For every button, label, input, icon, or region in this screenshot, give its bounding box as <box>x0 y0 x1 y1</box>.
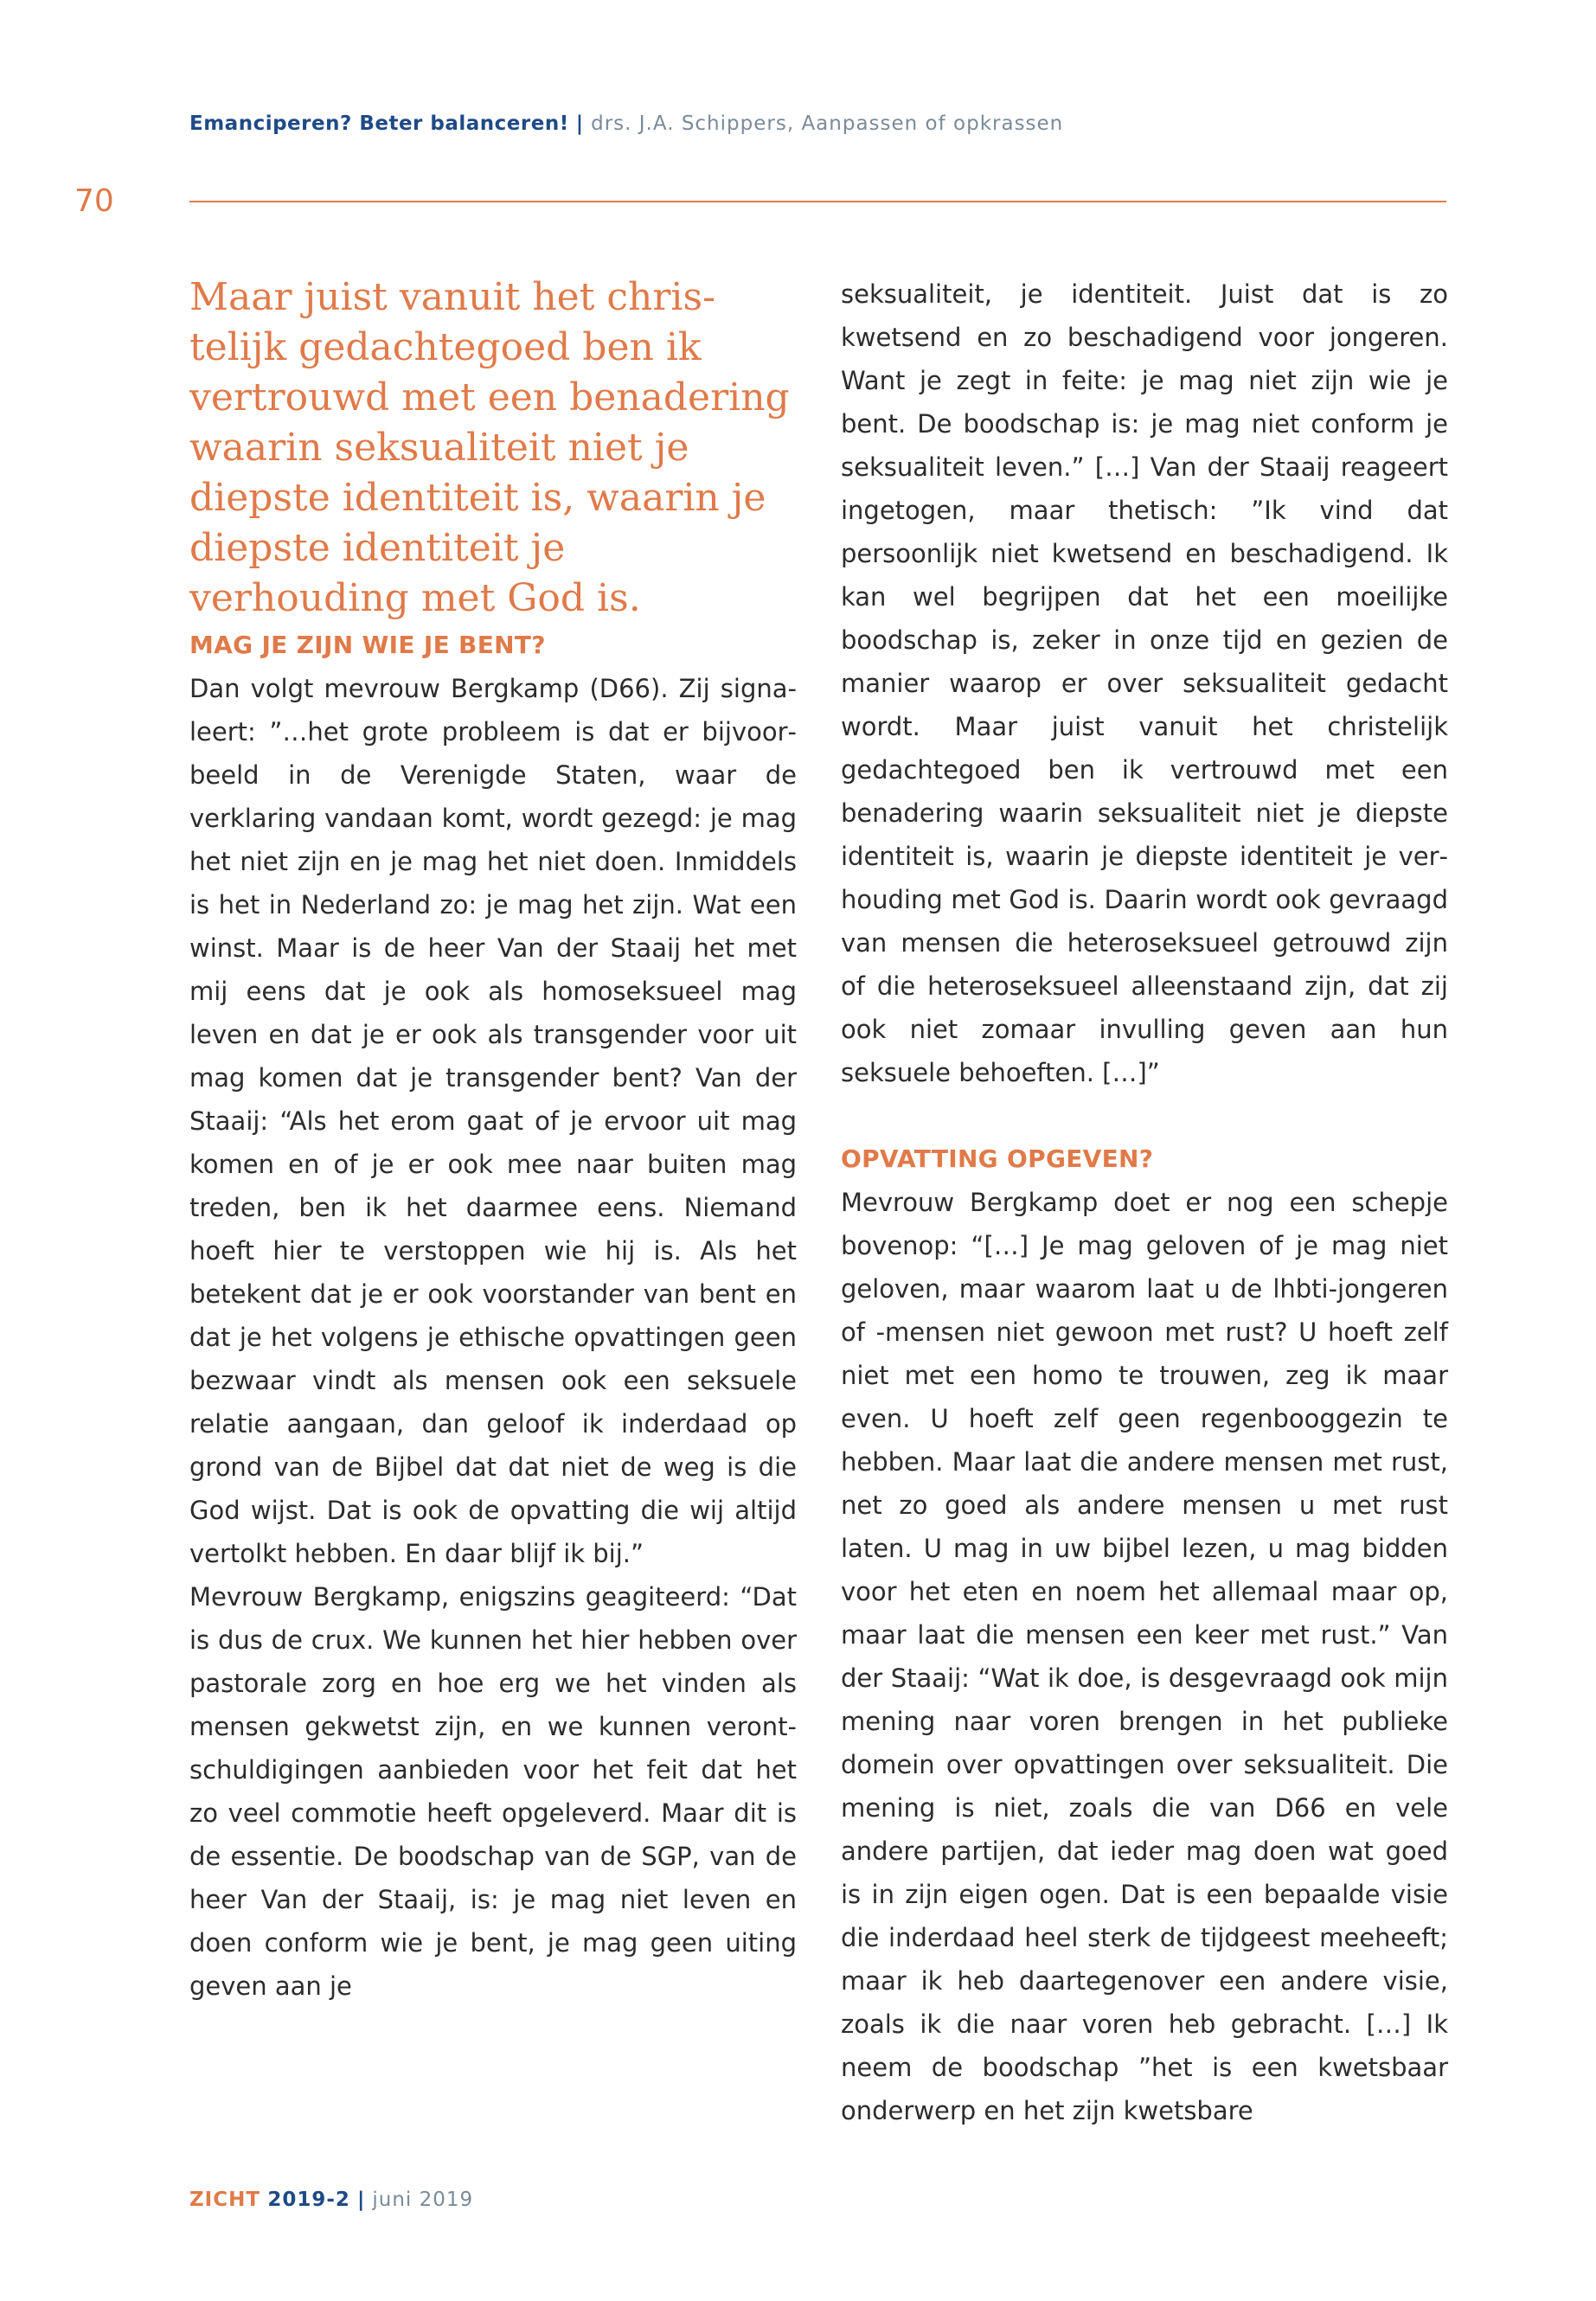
right-column <box>841 272 1448 2132</box>
header-rule <box>189 201 1446 202</box>
series-title: Emanciperen? Beter balanceren! <box>189 112 569 135</box>
footer <box>189 2189 473 2211</box>
pull-quote: Maar juist vanuit het christelijk gedachtegoed ben ik vertrouwd met een benadering waarin seksualiteit niet je diepste identiteit is, waarin je diepste identiteit je verhouding met God is. <box>189 275 790 620</box>
issue-date: juni 2019 <box>372 2189 474 2211</box>
issue-number: 2019-2 <box>267 2189 350 2211</box>
header-separator: | <box>575 112 585 135</box>
section-heading-opvatting-opgeven: OPVATTING OPGEVEN? <box>841 1144 1154 1173</box>
body-paragraph: Dan volgt mevrouw Bergkamp (D66). Zij signaleert: ”…het grote probleem is dat er bijvoorbeeld in de Verenigde Staten, waar de verklaring vandaan komt, wordt gezegd: je mag het niet zijn en je mag het niet doen. Inmiddels is het in Nederland zo: je mag het zijn. Wat een winst. Maar is de heer Van der Staaij het met mij eens dat je ook als homoseksueel mag leven en dat je er ook als transgender voor uit mag komen dat je transgender bent? Van der Staaij: “Als het erom gaat of je ervoor uit mag komen en of je er ook mee naar buiten mag treden, ben ik het daarmee eens. Niemand hoeft hier te verstoppen wie hij is. Als het betekent dat je er ook voorstander van bent en dat je het volgens je ethische opvattingen geen bezwaar vindt als mensen ook een seksuele relatie aangaan, dan geloof ik inderdaad op grond van de Bijbel dat dat niet de weg is die God wijst. Dat is ook de opvatting die wij altijd vertolkt hebben. En daar blijf ik bij.” <box>189 674 797 1568</box>
running-header <box>189 112 1063 135</box>
article-credit: drs. J.A. Schippers, Aanpassen of opkrassen <box>591 112 1064 135</box>
footer-separator: | <box>356 2189 366 2211</box>
body-paragraph: seksualiteit, je identiteit. Juist dat is zo kwetsend en zo beschadigend voor jongeren. Want je zegt in feite: je mag niet zijn wie je bent. De boodschap is: je mag niet conform je seksualiteit leven.” […] Van der Staaij reageert ingetogen, maar thetisch: ”Ik vind dat persoonlijk niet kwetsend en beschadigend. Ik kan wel begrijpen dat het een moeilijke boodschap is, zeker in onze tijd en gezien de manier waarop er over seksualiteit gedacht wordt. Maar juist vanuit het christelijk gedachtegoed ben ik vertrouwd met een benadering waarin seksualiteit niet je diepste identiteit is, waarin je diepste identiteit je verhouding met God is. Daarin wordt ook gevraagd van mensen die heteroseksueel getrouwd zijn of die heteroseksueel alleenstaand zijn, dat zij ook niet zomaar invulling geven aan hun seksuele behoeften. […]” <box>841 279 1448 1087</box>
left-column <box>189 272 797 2008</box>
body-paragraph: Mevrouw Bergkamp, enigszins geagiteerd: “Dat is dus de crux. We kunnen het hier hebben over pastorale zorg en hoe erg we het vinden als mensen gekwetst zijn, en we kunnen verontschuldigingen aanbieden voor het feit dat het zo veel commotie heeft opgeleverd. Maar dit is de essentie. De boodschap van de SGP, van de heer Van der Staaij, is: je mag niet leven en doen conform wie je bent, je mag geen uiting geven aan je <box>189 1582 797 2001</box>
page-number: 70 <box>74 183 114 219</box>
magazine-name: ZICHT <box>189 2189 261 2211</box>
body-paragraph: Mevrouw Bergkamp doet er nog een schepje bovenop: “[…] Je mag geloven of je mag niet geloven, maar waarom laat u de lhbti-jongeren of -mensen niet gewoon met rust? U hoeft zelf niet met een homo te trouwen, zeg ik maar even. U hoeft zelf geen regenbooggezin te hebben. Maar laat die andere mensen met rust, net zo goed als andere mensen u met rust laten. U mag in uw bijbel lezen, u mag bidden voor het eten en noem het allemaal maar op, maar laat die mensen een keer met rust.” Van der Staaij: “Wat ik doe, is desgevraagd ook mijn mening naar voren brengen in het publieke domein over opvattingen over seksualiteit. Die mening is niet, zoals die van D66 en vele andere partijen, dat ieder mag doen wat goed is in zijn eigen ogen. Dat is een bepaalde visie die inderdaad heel sterk de tijdgeest meeheeft; maar ik heb daartegenover een andere visie, zoals ik die naar voren heb gebracht. […] Ik neem de boodschap ”het is een kwetsbaar onderwerp en het zijn kwetsbare <box>841 1188 1448 2125</box>
section-heading-mag-je-zijn: MAG JE ZIJN WIE JE BENT? <box>189 631 546 659</box>
